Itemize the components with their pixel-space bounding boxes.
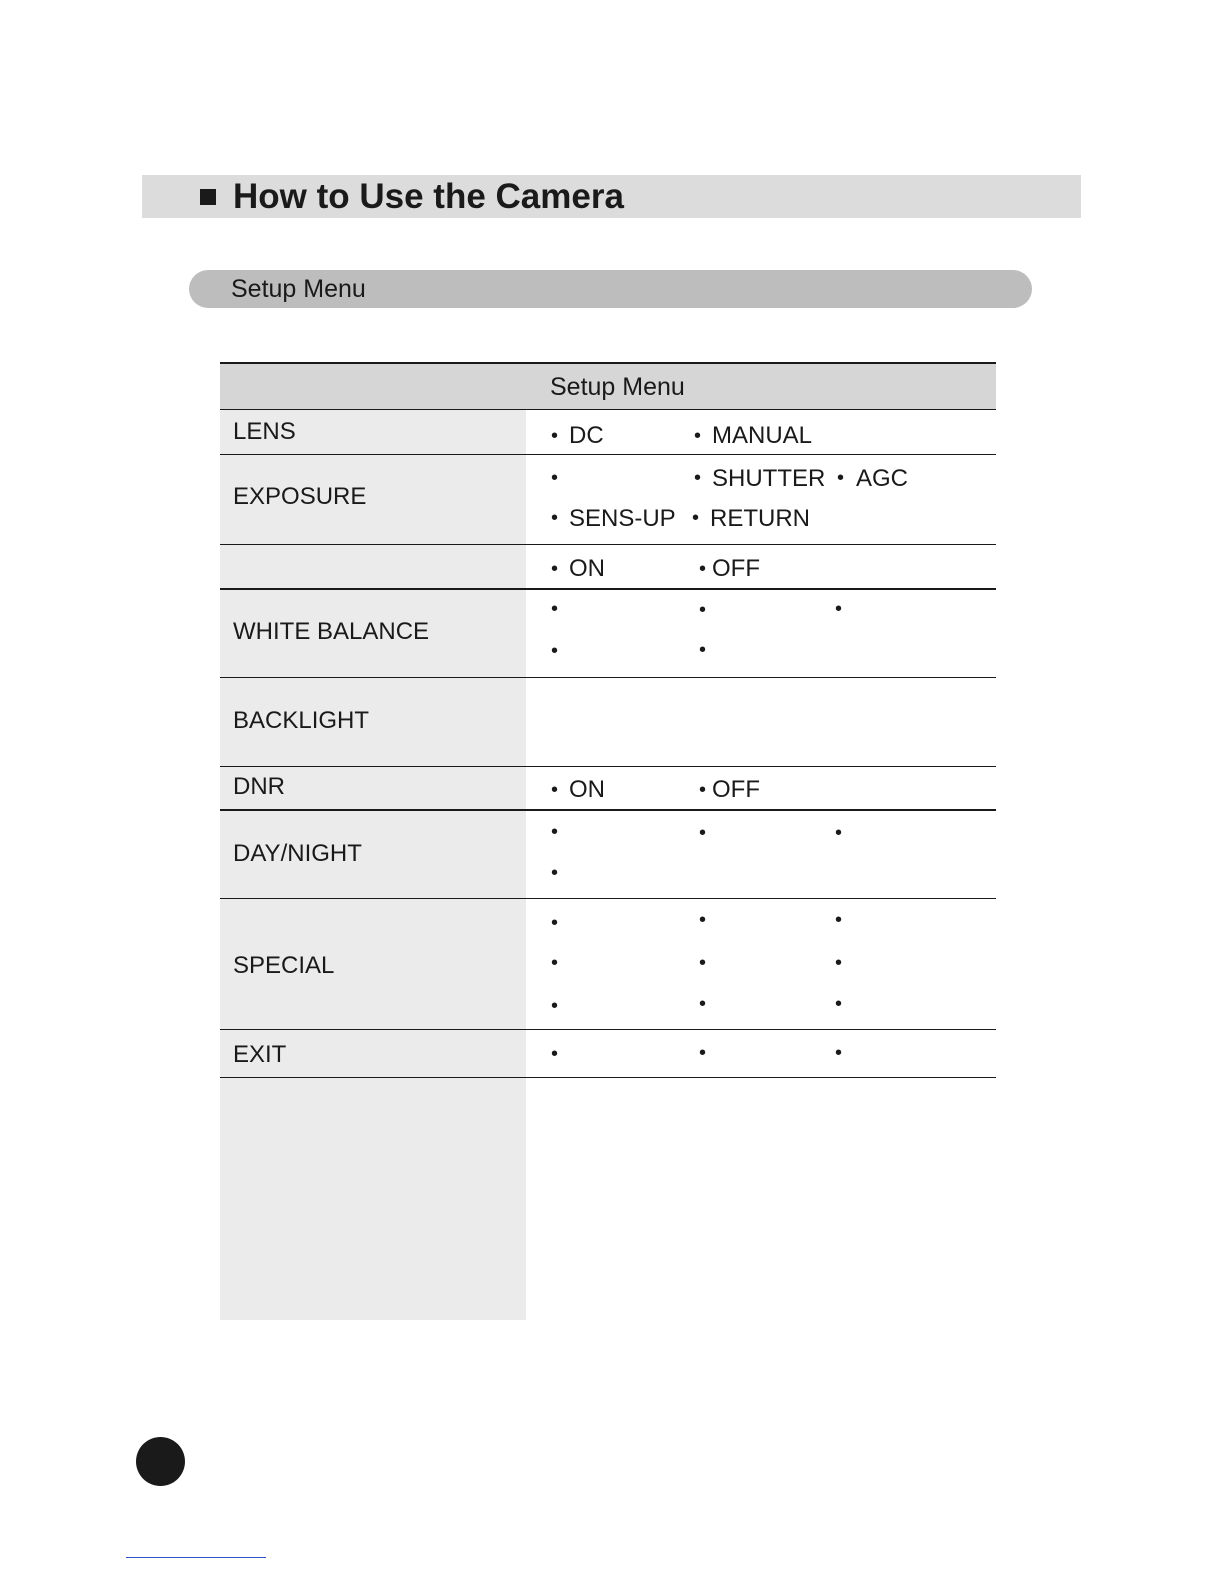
bullet-icon: • bbox=[694, 425, 702, 447]
table-divider bbox=[220, 409, 996, 410]
bullet-icon: • bbox=[835, 1042, 843, 1064]
bullet-icon: • bbox=[699, 909, 707, 931]
bullet-icon: • bbox=[551, 862, 559, 884]
row-label-special: SPECIAL bbox=[233, 952, 335, 979]
table-divider bbox=[220, 1077, 996, 1078]
bullet-icon: • bbox=[835, 993, 843, 1015]
bullet-icon: • bbox=[551, 912, 559, 934]
row-label-exit: EXIT bbox=[233, 1041, 287, 1068]
option-off: OFF bbox=[712, 555, 760, 582]
bullet-icon: • bbox=[692, 507, 700, 529]
page-title-bar bbox=[142, 175, 1081, 218]
option-on: ON bbox=[569, 776, 605, 803]
page-number-dot bbox=[136, 1437, 185, 1486]
option-off: OFF bbox=[712, 776, 760, 803]
option-shutter: SHUTTER bbox=[712, 465, 826, 492]
row-label-backlight: BACKLIGHT bbox=[233, 707, 370, 734]
option-manual: MANUAL bbox=[712, 422, 813, 449]
table-divider bbox=[220, 544, 996, 545]
bullet-icon: • bbox=[551, 467, 559, 489]
bullet-icon: • bbox=[551, 779, 559, 801]
row-label-day-night: DAY/NIGHT bbox=[233, 840, 362, 867]
table-divider bbox=[220, 454, 996, 455]
option-agc: AGC bbox=[856, 465, 909, 492]
bullet-icon: • bbox=[551, 558, 559, 580]
section-heading bbox=[189, 270, 1032, 308]
bullet-icon: • bbox=[699, 952, 707, 974]
bullet-icon: • bbox=[551, 1043, 559, 1065]
bullet-icon: • bbox=[551, 821, 559, 843]
table-divider bbox=[220, 809, 996, 811]
bullet-icon: • bbox=[699, 639, 707, 661]
bullet-icon: • bbox=[835, 952, 843, 974]
bullet-icon: • bbox=[699, 558, 707, 580]
row-label-white-balance: WHITE BALANCE bbox=[233, 618, 430, 645]
square-bullet-icon bbox=[200, 189, 216, 205]
bullet-icon: • bbox=[699, 779, 707, 801]
bullet-icon: • bbox=[551, 640, 559, 662]
option-return: RETURN bbox=[710, 505, 810, 532]
footer-link-underline[interactable] bbox=[126, 1557, 266, 1558]
bullet-icon: • bbox=[694, 467, 702, 489]
table-divider bbox=[220, 766, 996, 767]
bullet-icon: • bbox=[835, 822, 843, 844]
option-dc: DC bbox=[569, 422, 604, 449]
bullet-icon: • bbox=[551, 995, 559, 1017]
bullet-icon: • bbox=[551, 507, 559, 529]
table-divider bbox=[220, 677, 996, 678]
option-sens-up: SENS-UP bbox=[569, 505, 676, 532]
table-header-label: Setup Menu bbox=[550, 373, 685, 401]
bullet-icon: • bbox=[699, 993, 707, 1015]
bullet-icon: • bbox=[699, 822, 707, 844]
table-divider bbox=[220, 588, 996, 590]
bullet-icon: • bbox=[699, 1042, 707, 1064]
row-label-exposure: EXPOSURE bbox=[233, 483, 367, 510]
bullet-icon: • bbox=[551, 425, 559, 447]
bullet-icon: • bbox=[699, 599, 707, 621]
bullet-icon: • bbox=[835, 909, 843, 931]
bullet-icon: • bbox=[551, 952, 559, 974]
bullet-icon: • bbox=[837, 467, 845, 489]
table-divider bbox=[220, 1029, 996, 1030]
option-on: ON bbox=[569, 555, 605, 582]
row-label-dnr: DNR bbox=[233, 773, 285, 800]
table-header bbox=[220, 362, 996, 410]
section-heading-label: Setup Menu bbox=[231, 275, 366, 303]
row-label-lens: LENS bbox=[233, 418, 296, 445]
table-divider bbox=[220, 898, 996, 899]
page-title: How to Use the Camera bbox=[233, 177, 624, 216]
bullet-icon: • bbox=[835, 598, 843, 620]
bullet-icon: • bbox=[551, 598, 559, 620]
